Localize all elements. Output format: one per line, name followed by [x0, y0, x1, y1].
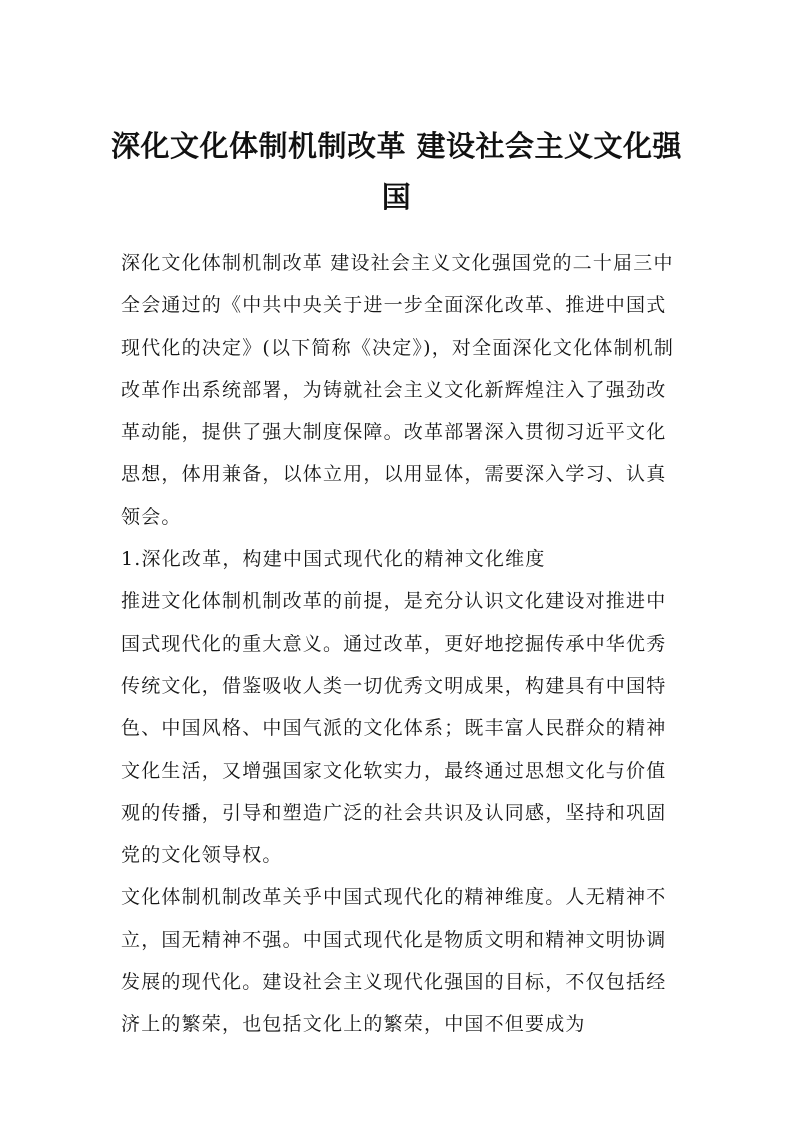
document-body: [121, 242, 681, 1046]
section-1-paragraph-2: 文化体制机制改革关乎中国式现代化的精神维度。人无精神不立，国无精神不强。中国式现代化是物质文明和精神文明协调发展的现代化。建设社会主义现代化强国的目标，不仅包括经济上的繁荣，也包括文化上的繁荣，中国不但要成为: [121, 886, 667, 1036]
document-title: 深化文化体制机制改革 建设社会主义文化强国: [110, 129, 683, 214]
section-1-paragraph-1: 推进文化体制机制改革的前提，是充分认识文化建设对推进中国式现代化的重大意义。通过改革，更好地挖掘传承中华优秀传统文化，借鉴吸收人类一切优秀文明成果，构建具有中国特色、中国风格、中国气派的文化体系；既丰富人民群众的精神文化生活，又增强国家文化软实力，最终通过思想文化与价值观的传播，引导和塑造广泛的社会共识及认同感，坚持和巩固党的文化领导权。: [121, 590, 667, 867]
intro-paragraph: 深化文化体制机制改革 建设社会主义文化强国党的二十届三中全会通过的《中共中央关于进一步全面深化改革、推进中国式现代化的决定》(以下简称《决定》)，对全面深化文化体制机制改革作出系统部署，为铸就社会主义文化新辉煌注入了强劲改革动能，提供了强大制度保障。改革部署深入贯彻习近平文化思想，体用兼备，以体立用，以用显体，需要深入学习、认真领会。: [121, 252, 675, 528]
section-heading-1: 1.深化改革，构建中国式现代化的精神文化维度: [121, 548, 546, 571]
